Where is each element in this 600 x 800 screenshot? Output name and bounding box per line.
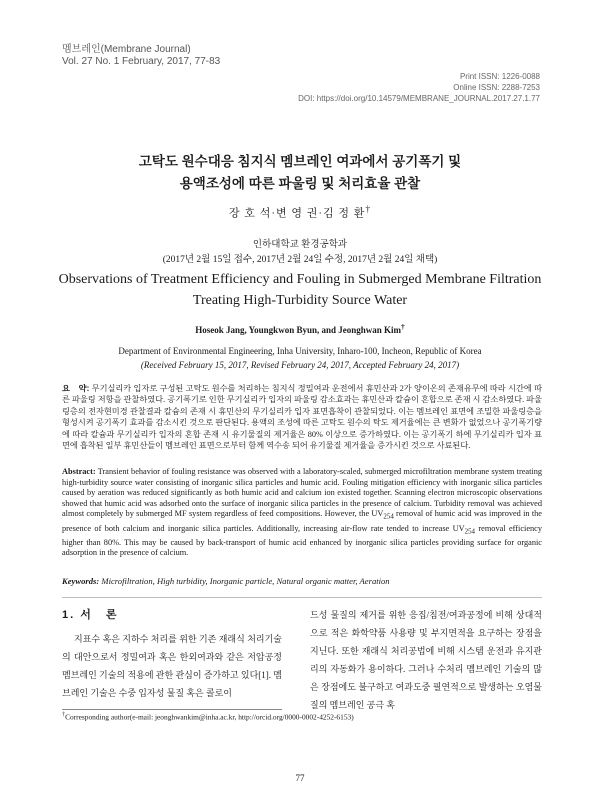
doi-link[interactable]: DOI: https://doi.org/10.14579/MEMBRANE_JOURNAL.2017.27.1.77 [298,94,540,103]
footnote-mark: † [62,712,66,718]
korean-abstract-text: 무기실리카 입자로 구성된 고탁도 원수를 처리하는 침지식 정밀여과 운전에서 휴민산과 2가 양이온의 존재유무에 따라 시간에 따른 파울링 저항을 관찰하였다. 공기폭기로 인한 무기실리카 입자의 파울링 감소효과는 휴민산과 칼슘이 혼합으로 존재 시 감소하였다. 파울링층의 전자현미경 관찰결과 칼슘의 존재 시 휴민산의 무기실리카 입자 표면흡착이 관찰되었다. 이는 멤브레인 표면에 조밀한 파울링층을 형성시켜 공기폭기 효과를 감소시킨 것으로 판단된다. 용액의 조성에 따른 고탁도 원수의 탁도 제거율에는 큰 변화가 없었으나 공기폭기량에 따라 칼슘과 무기실리카 입자의 혼합 존재 시 유기물질의 제거율은 80% 이상으로 증가하였다. 이는 공기폭기 하에 무기실리카 입자 표면에 흡착된 일부 휴민산들이 멤브레인 표면으로부터 함께 역수송 되어 유기물질 제거율을 증가시킨 것으로 사료된다. [62,384,543,451]
journal-name: 멤브레인(Membrane Journal) [62,44,191,55]
korean-affiliation-name: 인하대학교 환경공학과 [252,240,348,250]
body-right-column [310,606,542,714]
english-abstract-text-3: removal efficiency higher than 80%. This may be caused by back-transport of humic acid enhanced by inorganic silica particles providing surface for organic adsorption in the presence of calcium. [62,523,542,558]
korean-abstract [62,383,542,451]
footnote [62,712,542,721]
english-title-line2: Treating High-Turbidity Source Water [192,293,408,308]
korean-title-line2: 용액조성에 따른 파울링 및 처리효율 관찰 [179,176,421,191]
body-paragraph-left: 지표수 혹은 지하수 처리를 위한 기존 재래식 처리기술의 대안으로서 정밀여과 혹은 한외여과와 같은 저압공정 멤브레인 기술의 적용에 관한 관심이 증가하고 있다[1]. 멤브레인 기술은 수중 입자성 물질 혹은 콜로이 [62,634,282,698]
korean-title-line1: 고탁도 원수대응 침지식 멤브레인 여과에서 공기폭기 및 [138,154,462,169]
english-affiliation-name: Department of Environmental Engineering, Inha University, Inharo-100, Incheon, Republic of Korea [118,346,482,356]
page-number: 77 [295,773,305,783]
body-paragraph-right: 드성 물질의 제거를 위한 응집/침전/여과공정에 비해 상대적으로 적은 화학약품 사용량 및 부지면적을 요구하는 장점을 지닌다. 또한 재래식 처리공법에 비해 시스템 운전과 유지관리의 자동화가 용이하다. 그러나 수처리 멤브레인 기술의 많은 장점에도 불구하고 여과도중 필연적으로 발생하는 오염물질의 멤브레인 공극 혹 [310,610,542,710]
korean-title [0,151,600,195]
english-dates: (Received February 15, 2017, Revised February 24, 2017, Accepted February 24, 2017) [140,360,460,370]
english-author-names: Hoseok Jang, Youngkwon Byun, and Jeonghwan Kim [195,325,401,335]
keywords-label: Keywords: [62,576,100,586]
english-abstract [62,467,542,559]
print-issn: Print ISSN: 1226-0088 [459,72,540,81]
online-issn: Online ISSN: 2288-7253 [453,83,540,92]
section-title: 1. 서 론 [62,609,119,621]
footnote-divider [62,709,282,710]
journal-volume-info: Vol. 27 No. 1 February, 2017, 77-83 [62,56,221,67]
corresponding-mark: † [365,204,372,214]
footnote-text: Corresponding author(e-mail: jeonghwankim@inha.ac.kr, http://orcid.org/0000-0002-4252-6153) [65,712,354,722]
section-divider [62,597,542,598]
english-title [40,269,560,311]
issn-doi-block [298,71,540,104]
english-affiliation [0,344,600,372]
english-abstract-label: Abstract: [62,467,96,476]
english-authors [0,322,600,335]
korean-author-names: 장 호 석·변 영 권·김 정 환 [228,207,366,220]
keywords [62,576,542,586]
english-abstract-text-2: removal of humic acid was improved in the presence of both calcium and inorganic silica particles. Additionally, increasing air-flow rate tended to increase UV [62,509,542,533]
korean-dates: (2017년 2월 15일 접수, 2017년 2월 24일 수정, 2017년 2월 24일 채택) [162,255,438,265]
uv-subscript-2: 254 [464,528,475,536]
corresponding-mark-en: † [400,322,405,331]
keywords-text: Microfiltration, High turbidity, Inorganic particle, Natural organic matter, Aeration [101,576,390,586]
korean-authors [0,204,600,221]
english-title-line1: Observations of Treatment Efficiency and Fouling in Submerged Membrane Filtration [58,272,542,287]
korean-abstract-label: 요 약: [62,384,90,393]
english-abstract-text-1: Transient behavior of fouling resistance was observed with a laboratory-scaled, submerged microfiltration membrane system treating high-turbidity source water consisting of inorganic silica particles and humic acid. Fouling mitigation efficiency with inorganic silica particles caused by aeration was reduced significantly as both humic acid and calcium ion existed together. Scanning electron microscopic observations showed that humic acid was adsorbed onto the surface of inorganic silica particles in the presence of calcium. Turbidity removal was achieved almost completely by submerged MF system regardless of feed compositions. However, the UV [62,467,542,519]
body-left-column [62,606,282,702]
uv-subscript-1: 254 [383,514,394,522]
korean-affiliation [0,238,600,268]
